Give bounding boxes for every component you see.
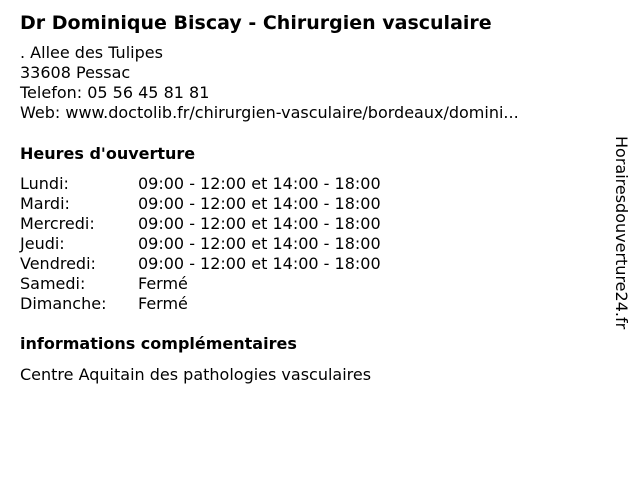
time-value: Fermé — [138, 274, 188, 293]
street-address: . Allee des Tulipes — [20, 43, 163, 62]
day-label: Mardi: — [20, 194, 70, 213]
day-label: Dimanche: — [20, 294, 107, 313]
day-label: Jeudi: — [20, 234, 65, 253]
hours-row-saturday — [20, 274, 381, 294]
watermark — [609, 136, 633, 346]
day-label: Vendredi: — [20, 254, 96, 273]
watermark-text: Horairesdouverture24.fr — [612, 136, 631, 330]
hours-row-tuesday — [20, 194, 381, 214]
day-label: Lundi: — [20, 174, 69, 193]
time-value: 09:00 - 12:00 et 14:00 - 18:00 — [138, 254, 381, 273]
time-value: Fermé — [138, 294, 188, 313]
time-value: 09:00 - 12:00 et 14:00 - 18:00 — [138, 214, 381, 233]
hours-row-friday — [20, 254, 381, 274]
address-block — [20, 43, 519, 123]
phone-number: Telefon: 05 56 45 81 81 — [20, 83, 210, 102]
hours-row-wednesday — [20, 214, 381, 234]
page-title: Dr Dominique Biscay - Chirurgien vasculaire — [20, 12, 492, 34]
time-value: 09:00 - 12:00 et 14:00 - 18:00 — [138, 234, 381, 253]
hours-row-sunday — [20, 294, 381, 314]
opening-hours-heading: Heures d'ouverture — [20, 144, 196, 163]
time-value: 09:00 - 12:00 et 14:00 - 18:00 — [138, 194, 381, 213]
city-postal: 33608 Pessac — [20, 63, 131, 82]
hours-row-monday — [20, 174, 381, 194]
website-link[interactable]: Web: www.doctolib.fr/chirurgien-vasculaire/bordeaux/domini... — [20, 103, 519, 122]
additional-info-text: Centre Aquitain des pathologies vasculaires — [20, 365, 372, 384]
opening-hours-table — [20, 174, 381, 314]
day-label: Mercredi: — [20, 214, 95, 233]
day-label: Samedi: — [20, 274, 86, 293]
time-value: 09:00 - 12:00 et 14:00 - 18:00 — [138, 174, 381, 193]
additional-info-heading: informations complémentaires — [20, 334, 297, 353]
hours-row-thursday — [20, 234, 381, 254]
